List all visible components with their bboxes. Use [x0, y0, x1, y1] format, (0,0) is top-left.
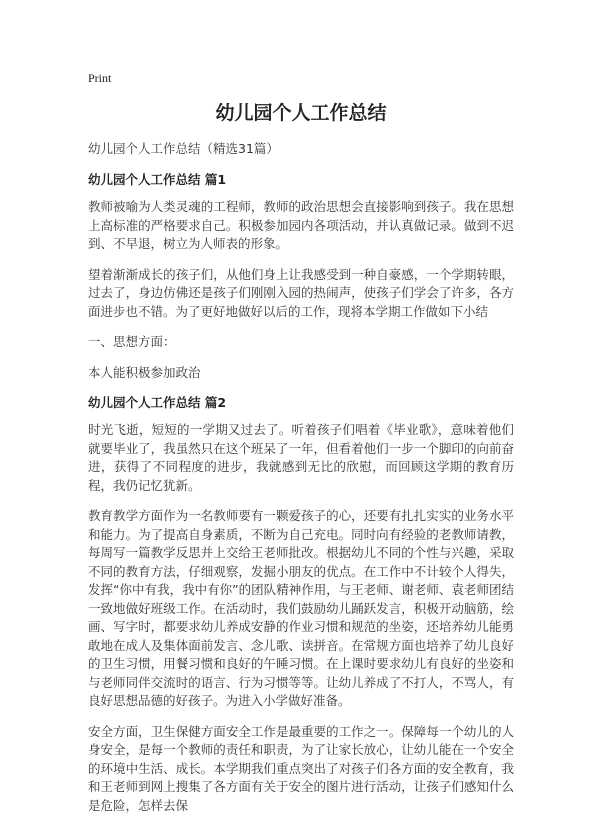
document-title: 幼儿园个人工作总结 — [215, 102, 387, 124]
section-heading-1: 幼儿园个人工作总结 篇1 — [88, 172, 227, 187]
paragraph: 教育教学方面作为一名教师要有一颗爱孩子的心，还要有扎扎实实的业务水平和能力。为了提高自身素质，不断为自己充电。同时向有经验的老教师请教，每周写一篇教学反思并上交给王老师批改。根据幼儿不同的个性与兴趣，采取不同的教育方法，仔细观察，发掘小朋友的优点。在工作中不计较个人得失，发挥“你中有我，我中有你”的团队精神作用，与王老师、谢老师、袁老师团结一致地做好班级工作。在活动时，我们鼓励幼儿踊跃发言，积极开动脑筋，绘画、写字时，都要求幼儿养成安静的作业习惯和规范的坐姿，还培养幼儿能勇敢地在成人及集体面前发言、念儿歌、读拼音。在常规方面也培养了幼儿良好的卫生习惯，用餐习惯和良好的午睡习惯。在上课时要求幼儿有良好的坐姿和与老师同伴交流时的语言、行为习惯等等。让幼儿养成了不打人，不骂人，有良好思想品德的好孩子。为进入小学做好准备。 — [88, 508, 514, 708]
paragraph: 本人能积极参加政治 — [88, 364, 201, 380]
section-heading-2: 幼儿园个人工作总结 篇2 — [88, 395, 227, 410]
paragraph: 时光飞逝，短短的一学期又过去了。听着孩子们唱着《毕业歌》，意味着他们就要毕业了，我虽然只在这个班呆了一年，但看着他们一步一个脚印的向前奋进，获得了不同程度的进步，我就感到无比的欣慰，而回顾这学期的教育历程，我仍记忆犹新。 — [88, 422, 514, 493]
print-link[interactable]: Print — [88, 71, 112, 85]
paragraph: 一、思想方面： — [88, 334, 176, 349]
document-subtitle: 幼儿园个人工作总结（精选31篇） — [88, 141, 279, 156]
paragraph: 望着渐渐成长的孩子们，从他们身上让我感受到一种自豪感，一个学期转眼，过去了，身边仿佛还是孩子们刚刚入园的热闹声，使孩子们学会了许多，各方面进步也不错。为了更好地做好以后的工作，现将本学期工作做如下小结 — [88, 266, 514, 319]
paragraph: 安全方面，卫生保健方面安全工作是最重要的工作之一。保障每一个幼儿的人身安全，是每一个教师的责任和职责，为了让家长放心，让幼儿能在一个安全的环境中生活、成长。本学期我们重点突出了对孩子们各方面的安全教育，我和王老师到网上搜集了各方面有关于安全的图片进行活动，让孩子们感知什么是危险，怎样去保 — [88, 723, 514, 813]
document-content — [88, 100, 514, 827]
paragraph: 教师被喻为人类灵魂的工程师，教师的政治思想会直接影响到孩子。我在思想上高标准的严格要求自己。积极参加园内各项活动，并认真做记录。做到不迟到、不早退，树立为人师表的形象。 — [88, 199, 514, 251]
